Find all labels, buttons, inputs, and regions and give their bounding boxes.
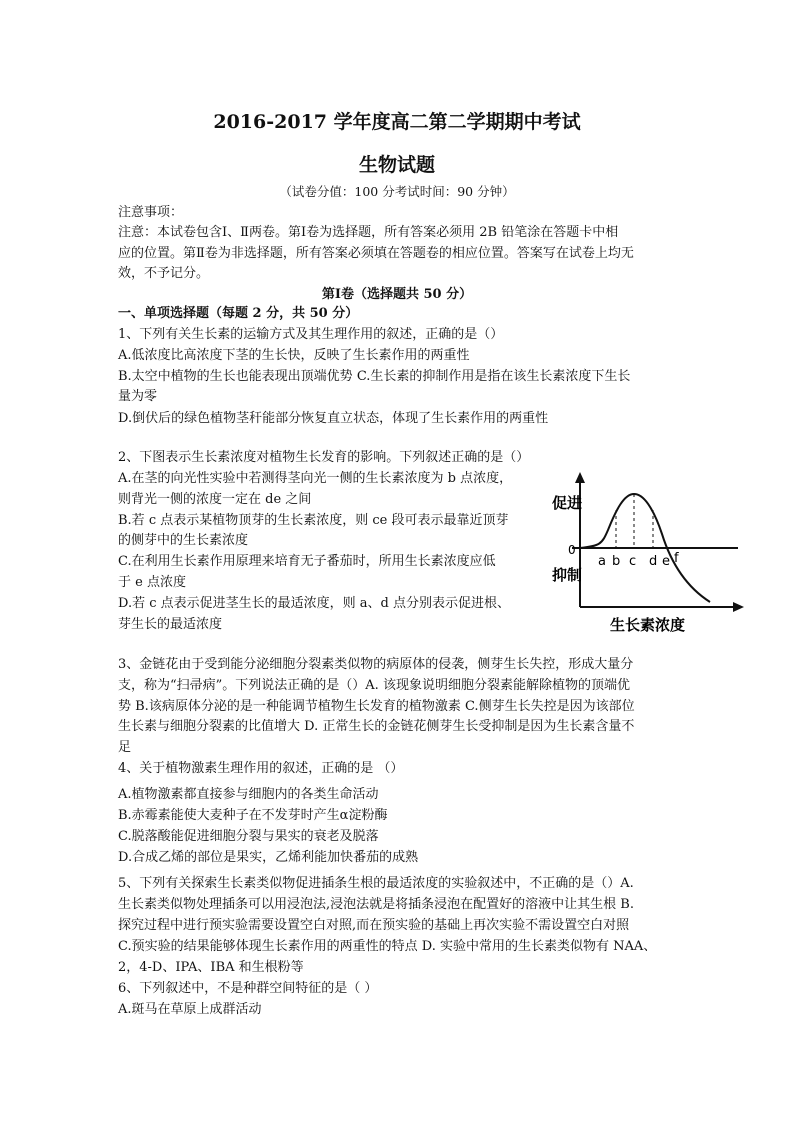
q1-option: D.倒伏后的绿色植物茎秆能部分恢复直立状态，体现了生长素作用的两重性 xyxy=(118,411,549,426)
q3-line: 生长素与细胞分裂素的比值增大 D. 正常生长的金链花侧芽生长受抑制是因为生长素含量不 xyxy=(118,719,635,734)
q2-option: C.在利用生长素作用原理来培育无子番茄时，所用生长素浓度应低 xyxy=(118,554,496,569)
q4-option: D.合成乙烯的部位是果实，乙烯利能加快番茄的成熟 xyxy=(118,850,419,865)
y-label-inhibit: 抑制 xyxy=(552,566,583,584)
q1-stem: 1、下列有关生长素的运输方式及其生理作用的叙述，正确的是（） xyxy=(118,327,504,342)
q2-option: 的侧芽中的生长素浓度 xyxy=(118,533,249,548)
exam-meta: （试卷分值：100 分考试时间：90 分钟） xyxy=(279,184,515,199)
q2-option: B.若 c 点表示某植物顶芽的生长素浓度，则 ce 段可表示最靠近顶芽 xyxy=(118,513,509,528)
q3-line: 支，称为“扫帚病”。下列说法正确的是（）A. 该现象说明细胞分裂素能解除植物的顶端优 xyxy=(118,678,630,693)
q1-option: A.低浓度比高浓度下茎的生长快，反映了生长素作用的两重性 xyxy=(118,348,470,363)
q3-line: 足 xyxy=(118,740,132,755)
y-axis-arrow xyxy=(575,472,585,483)
point-label-e: e xyxy=(662,554,670,569)
point-label-d: d xyxy=(649,554,658,569)
q6-stem: 6、下列叙述中，不是种群空间特征的是（ ） xyxy=(118,981,378,996)
q4-option: A.植物激素都直接参与细胞内的各类生命活动 xyxy=(118,787,379,802)
point-label-a: a xyxy=(598,554,606,569)
point-label-c: c xyxy=(629,554,637,569)
notice-heading: 注意事项： xyxy=(118,205,184,220)
y-label-promote: 促进 xyxy=(552,494,583,512)
notice-line: 效，不予记分。 xyxy=(118,266,210,281)
q2-option: 则背光一侧的浓度一定在 de 之间 xyxy=(118,492,312,507)
q4-option: C.脱落酸能促进细胞分裂与果实的衰老及脱落 xyxy=(118,829,379,844)
zero-label: 0 xyxy=(568,543,576,557)
notice-line: 注意：本试卷包含Ⅰ、Ⅱ两卷。第Ⅰ卷为选择题，所有答案必须用 2B 铅笔涂在答题卡中相 xyxy=(118,225,619,240)
part-title: 一、单项选择题（每题 2 分，共 50 分） xyxy=(118,306,359,321)
q1-option: B.太空中植物的生长也能表现出顶端优势 C.生长素的抑制作用是指在该生长素浓度下生长 xyxy=(118,369,631,384)
q2-stem: 2、下图表示生长素浓度对植物生长发育的影响。下列叙述正确的是（） xyxy=(118,450,530,465)
growth-concentration-figure xyxy=(550,470,745,635)
q2-option: 芽生长的最适浓度 xyxy=(118,617,223,632)
x-axis-arrow xyxy=(733,602,744,612)
exam-title: 2016-2017 学年度高二第二学期期中考试 xyxy=(213,111,581,133)
q5-stem: 5、下列有关探索生长素类似物促进插条生根的最适浓度的实验叙述中，不正确的是（）A. xyxy=(118,876,634,891)
q2-option: A.在茎的向光性实验中若测得茎向光一侧的生长素浓度为 b 点浓度， xyxy=(118,471,513,486)
q4-stem: 4、关于植物激素生理作用的叙述，正确的是 （） xyxy=(118,761,404,776)
q5-line: 生长素类似物处理插条可以用浸泡法,浸泡法就是将插条浸泡在配置好的溶液中让其生根 B. xyxy=(118,897,634,912)
x-axis-label: 生长素浓度 xyxy=(610,616,686,634)
q1-option: 量为零 xyxy=(118,389,158,404)
exam-subject: 生物试题 xyxy=(358,154,435,176)
q6-option: A.斑马在草原上成群活动 xyxy=(118,1002,262,1017)
section-title: 第Ⅰ卷（选择题共 50 分） xyxy=(321,287,473,302)
q5-line: C.预实验的结果能够体现生长素作用的两重性的特点 D. 实验中常用的生长素类似物有 NAA、 xyxy=(118,939,657,954)
q4-option: B.赤霉素能使大麦种子在不发芽时产生α淀粉酶 xyxy=(118,808,388,823)
q2-option: D.若 c 点表示促进茎生长的最适浓度，则 a、d 点分别表示促进根、 xyxy=(118,596,510,611)
q5-line: 2，4-D、IPA、IBA 和生根粉等 xyxy=(118,960,304,975)
q3-line: 势 B.该病原体分泌的是一种能调节植物生长发育的植物激素 C.侧芽生长失控是因为该部位 xyxy=(118,699,635,714)
q5-line: 探究过程中进行预实验需要设置空白对照,而在预实验的基础上再次实验不需设置空白对照 xyxy=(118,918,630,933)
q2-option: 于 e 点浓度 xyxy=(118,575,186,590)
point-label-f: f xyxy=(674,551,679,566)
q3-stem: 3、金链花由于受到能分泌细胞分裂素类似物的病原体的侵袭，侧芽生长失控，形成大量分 xyxy=(118,657,634,672)
notice-line: 应的位置。第Ⅱ卷为非选择题，所有答案必须填在答题卷的相应位置。答案写在试卷上均无 xyxy=(118,246,634,261)
point-label-b: b xyxy=(612,554,621,569)
